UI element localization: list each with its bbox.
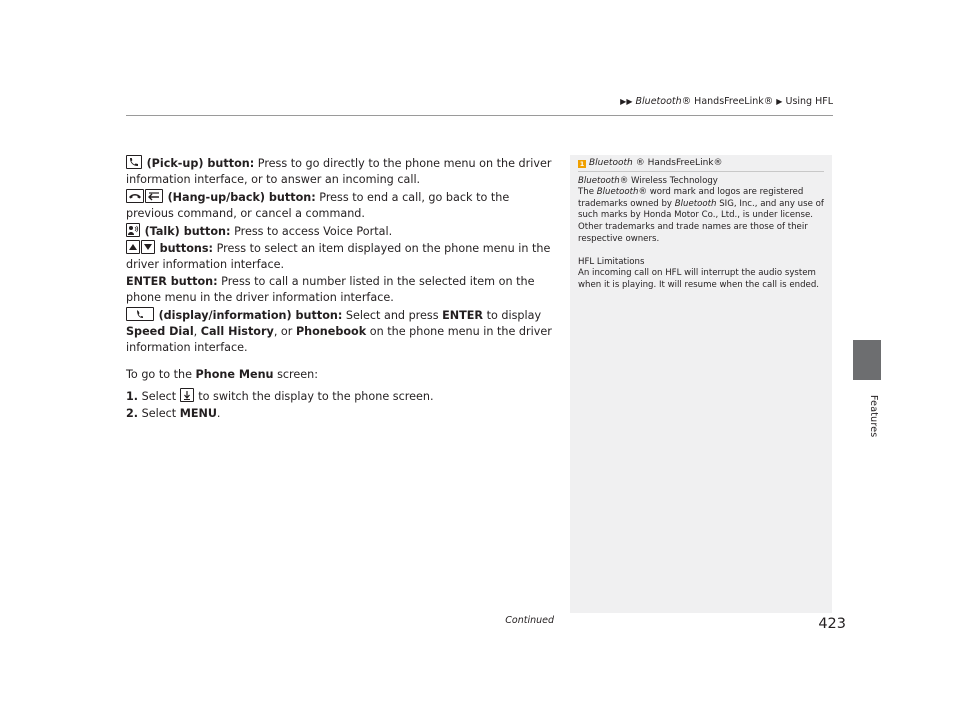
side-note [570, 155, 832, 613]
section-tab [853, 340, 881, 380]
talk-voice-icon [126, 223, 140, 237]
note-trademark-paragraph: The Bluetooth® word mark and logos are registered trademarks owned by Bluetooth SIG, Inc., and any use of such marks by Honda Motor Co., Ltd., is under license. Other trademarks and trade names are those of their respective owners. [578, 187, 824, 244]
hangup-phone-icon [126, 189, 144, 203]
goto-phone-menu-paragraph: To go to the Phone Menu screen: [126, 367, 319, 381]
enter-paragraph: ENTER button: Press to call a number listed in the selected item on the phone menu in the driver information interface. [126, 274, 535, 305]
note-hfl-title: HFL Limitations [578, 256, 645, 267]
breadcrumb: ▶▶ Bluetooth® HandsFreeLink® ▶ Using HFL [620, 96, 833, 107]
pickup-paragraph: (Pick-up) button: Press to go directly to the phone menu on the driver information interface, or to answer an incoming call. [126, 157, 552, 187]
talk-paragraph: (Talk) button: Press to access Voice Portal. [126, 223, 552, 240]
section-tab-label: Features [868, 395, 879, 438]
breadcrumb-item-bluetooth: Bluetooth [635, 96, 682, 107]
note-wireless-line: Bluetooth® Wireless Technology [578, 175, 718, 186]
arrows-paragraph: buttons: Press to select an item displayed on the phone menu in the driver information interface. [126, 242, 551, 272]
header-rule [126, 115, 833, 116]
page-number: 423 [818, 616, 846, 632]
note-marker-icon: 1 [579, 159, 585, 168]
breadcrumb-arrow-icon: ▶▶ [620, 97, 633, 106]
side-note-title: 1 Bluetooth ® HandsFreeLink® [579, 158, 723, 168]
hangup-paragraph: (Hang-up/back) button: Press to end a call, go back to the previous command, or cancel a command. [126, 190, 510, 221]
pickup-phone-icon [126, 155, 142, 169]
breadcrumb-arrow-icon: ▶ [776, 97, 783, 106]
breadcrumb-item-handsfreelink: HandsFreeLink® [694, 96, 774, 107]
step-1: 1. Select to switch the display to the phone screen. [126, 390, 434, 404]
note-hfl-text: An incoming call on HFL will interrupt the audio system when it is playing. It will resume when the call is ended. [578, 268, 820, 290]
side-note-rule [578, 171, 824, 172]
back-arrow-icon [145, 189, 163, 203]
up-arrow-button-icon [126, 240, 140, 254]
main-content [126, 155, 552, 422]
phone-screen-icon [180, 388, 194, 402]
display-paragraph: (display/information) button: Select and press ENTER to display Speed Dial, Call History, or Phonebook on the phone menu in the driver information interface. [126, 308, 552, 355]
breadcrumb-item-using-hfl: Using HFL [785, 96, 833, 107]
down-arrow-button-icon [141, 240, 155, 254]
display-information-icon [126, 307, 154, 321]
continued-label: Continued [505, 615, 554, 626]
step-2: 2. Select MENU. [126, 406, 221, 420]
